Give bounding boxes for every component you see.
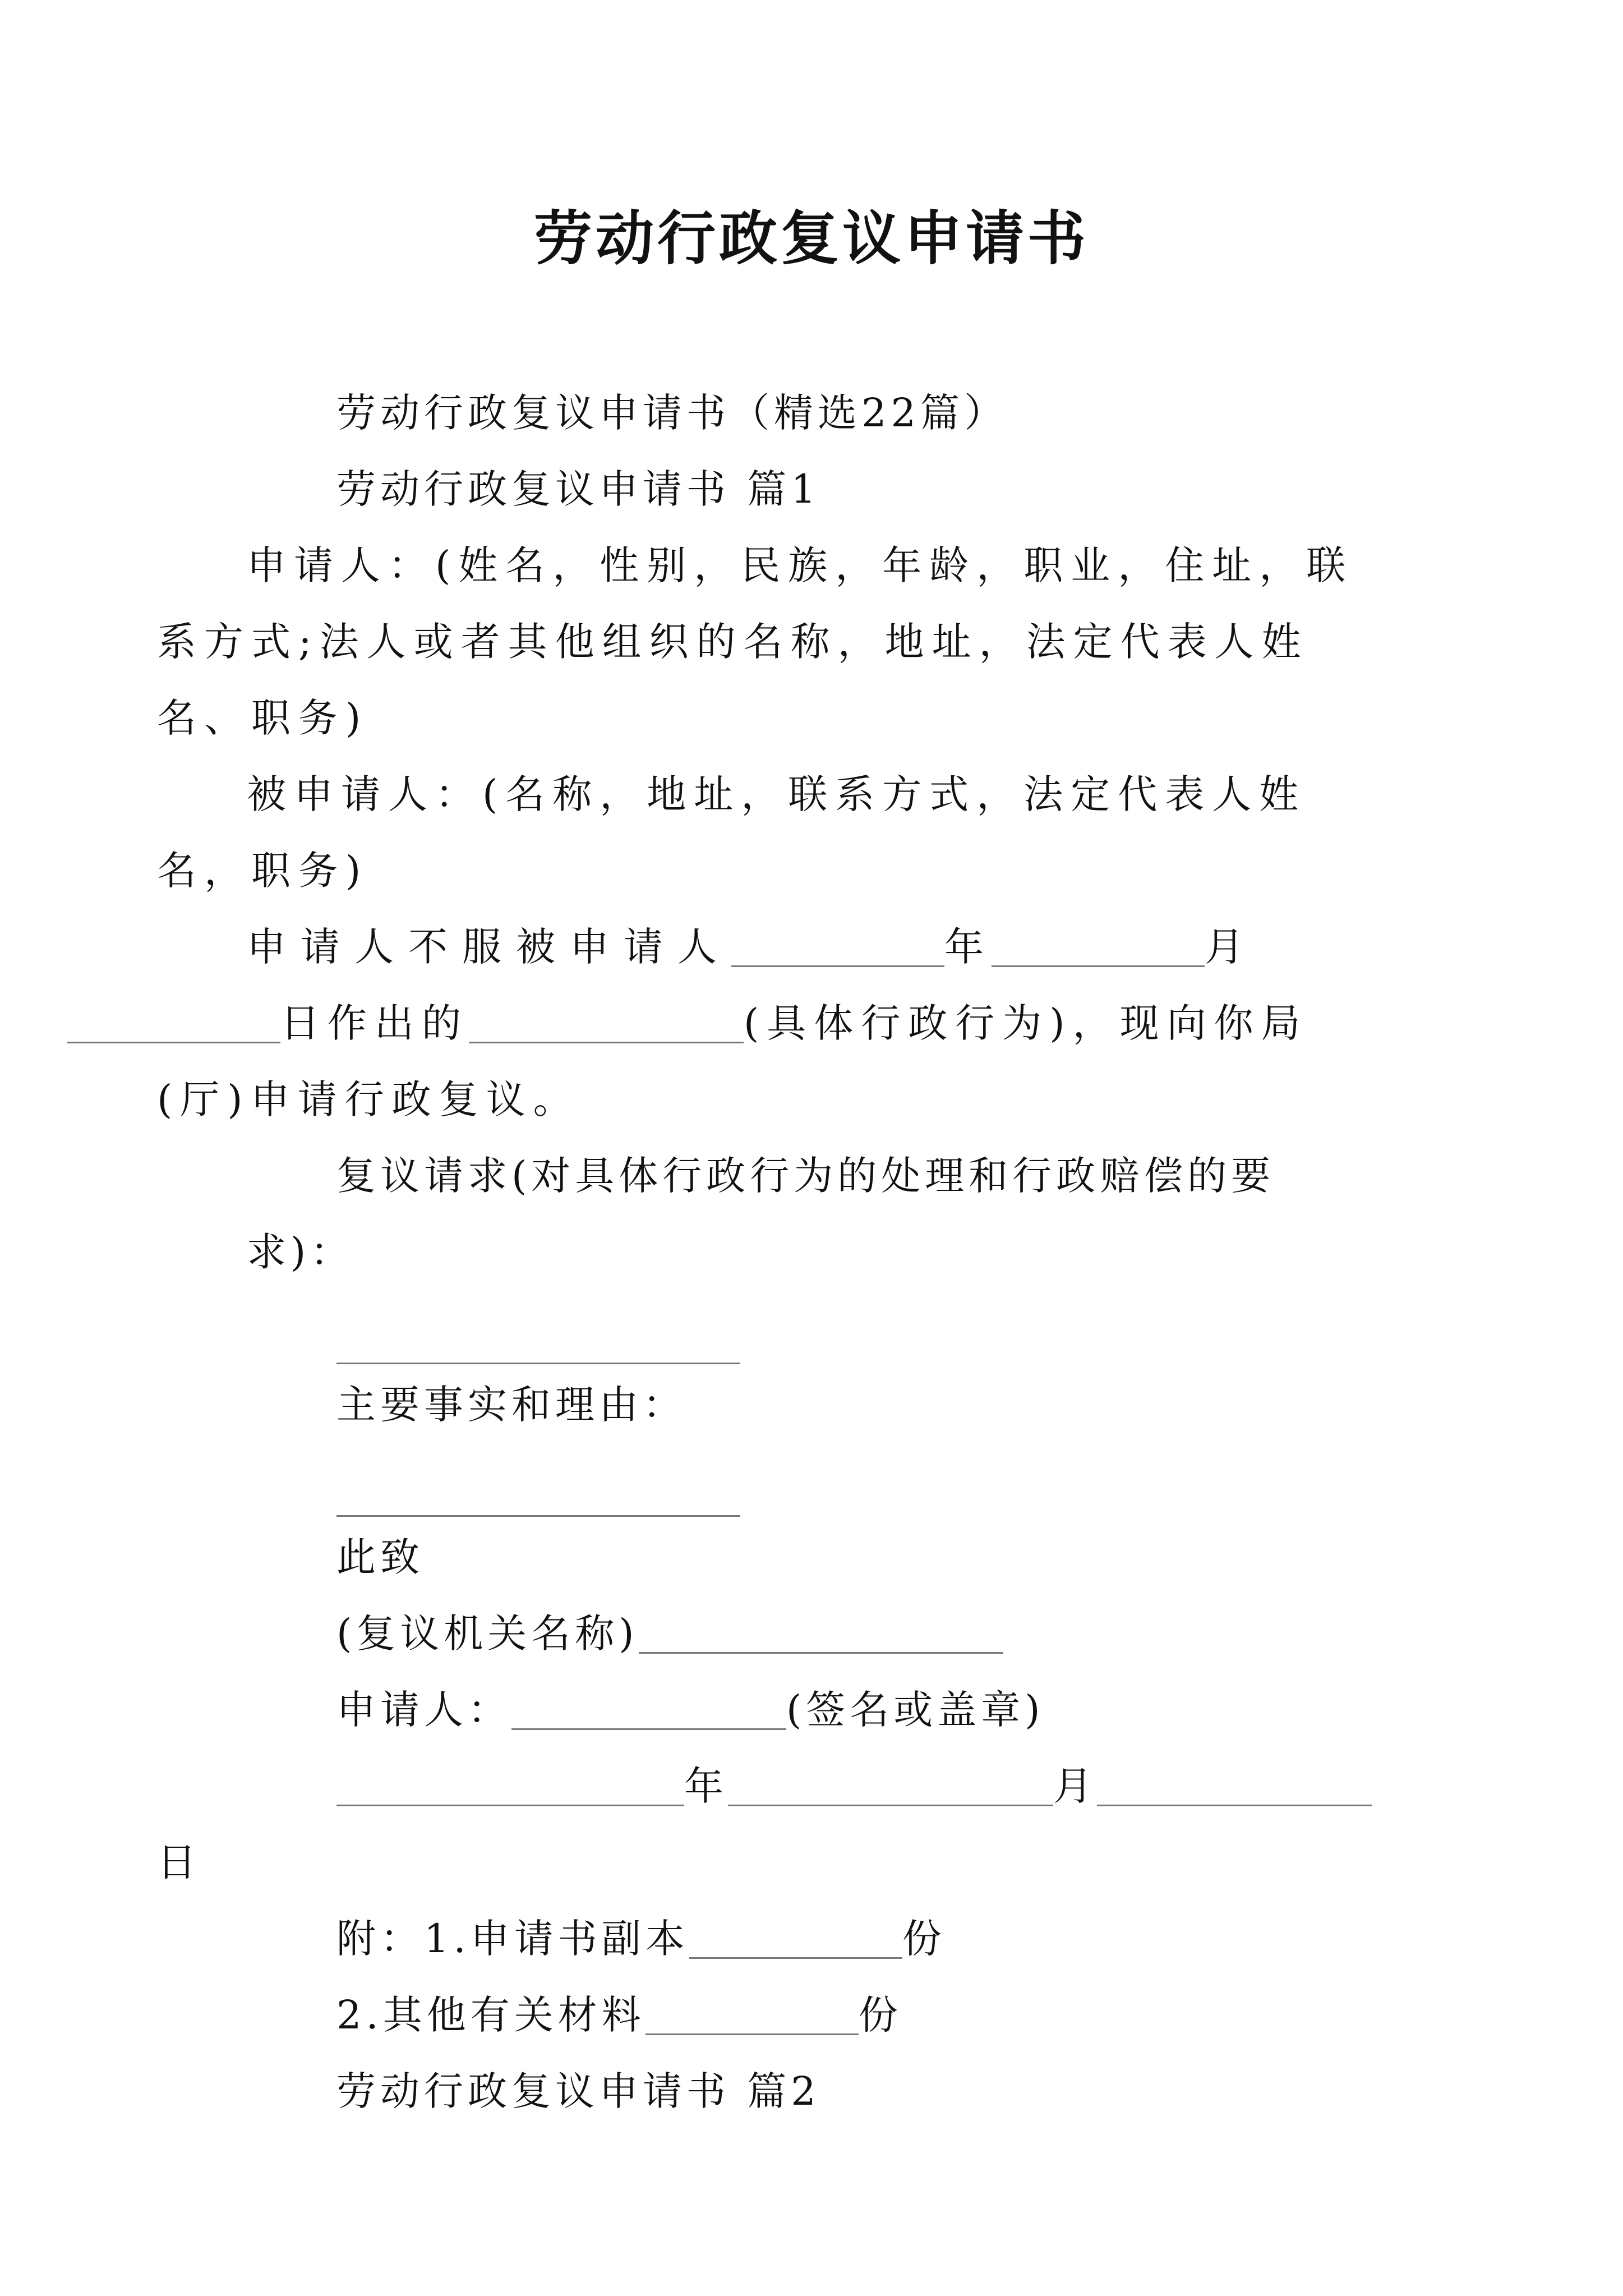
attachment-1-unit: 份 xyxy=(902,1916,946,1962)
document-title: 劳动行政复议申请书 xyxy=(533,204,1089,273)
statement-text-b: (具体行政行为)，现向你局(厅)申请行政复议。 xyxy=(157,1000,1308,1122)
document-body xyxy=(157,375,1380,2129)
facts-label: 主要事实和理由： xyxy=(336,1382,686,1428)
attachment-1-label: 附：1.申请书副本 xyxy=(336,1916,689,1962)
request-blank-line xyxy=(247,1290,1380,1366)
attachment-2 xyxy=(247,1977,1380,2053)
authority-blank[interactable] xyxy=(639,1613,1003,1654)
date-day-blank[interactable] xyxy=(1097,1765,1372,1806)
day-blank[interactable] xyxy=(67,1002,280,1043)
sign-blank[interactable] xyxy=(511,1689,786,1730)
statement-day-label: 日作出的 xyxy=(280,1000,469,1046)
date-day-line: 日 xyxy=(157,1839,201,1885)
request-blank[interactable] xyxy=(336,1323,740,1364)
salutation: 此致 xyxy=(336,1534,424,1580)
part1-heading: 劳动行政复议申请书 篇1 xyxy=(336,466,820,512)
subtitle-line: 劳动行政复议申请书（精选22篇） xyxy=(336,390,1008,436)
attachment-2-blank[interactable] xyxy=(645,1994,859,2035)
date-month-label: 月 xyxy=(1053,1763,1097,1809)
sign-note: (签名或盖章) xyxy=(786,1687,1045,1733)
date-year-label: 年 xyxy=(684,1763,728,1809)
attachment-1-blank[interactable] xyxy=(689,1918,902,1959)
act-blank[interactable] xyxy=(469,1002,744,1043)
part2-heading: 劳动行政复议申请书 篇2 xyxy=(336,2068,820,2114)
facts-blank[interactable] xyxy=(336,1476,740,1517)
statement-text-a: 申请人不服被申请人 xyxy=(247,924,731,970)
respondent-description: 被申请人：(名称，地址，联系方式，法定代表人姓名，职务) xyxy=(157,771,1307,894)
applicant-description: 申请人：(姓名，性别，民族，年龄，职业，住址，联系方式;法人或者其他组织的名称，地址，法定代表人姓名、职务) xyxy=(157,542,1354,741)
sign-label: 申请人： xyxy=(336,1687,511,1733)
attachment-2-label: 2.其他有关材料 xyxy=(336,1992,645,2038)
attachment-1 xyxy=(247,1901,1380,1977)
month-blank[interactable] xyxy=(992,926,1205,967)
sign-line xyxy=(247,1672,1380,1748)
statement-paragraph xyxy=(157,909,1380,1138)
date-year-blank[interactable] xyxy=(336,1765,684,1806)
statement-year-label: 年 xyxy=(944,924,992,970)
authority-line xyxy=(247,1595,1380,1672)
facts-blank-line xyxy=(247,1443,1380,1519)
attachment-2-unit: 份 xyxy=(858,1992,902,2038)
date-month-blank[interactable] xyxy=(728,1765,1053,1806)
request-label: 复议请求(对具体行政行为的处理和行政赔偿的要求)： xyxy=(247,1153,1275,1275)
authority-label: (复议机关名称) xyxy=(336,1611,639,1657)
date-line xyxy=(247,1748,1380,1824)
year-blank[interactable] xyxy=(731,926,944,967)
statement-month-label: 月 xyxy=(1205,924,1252,970)
